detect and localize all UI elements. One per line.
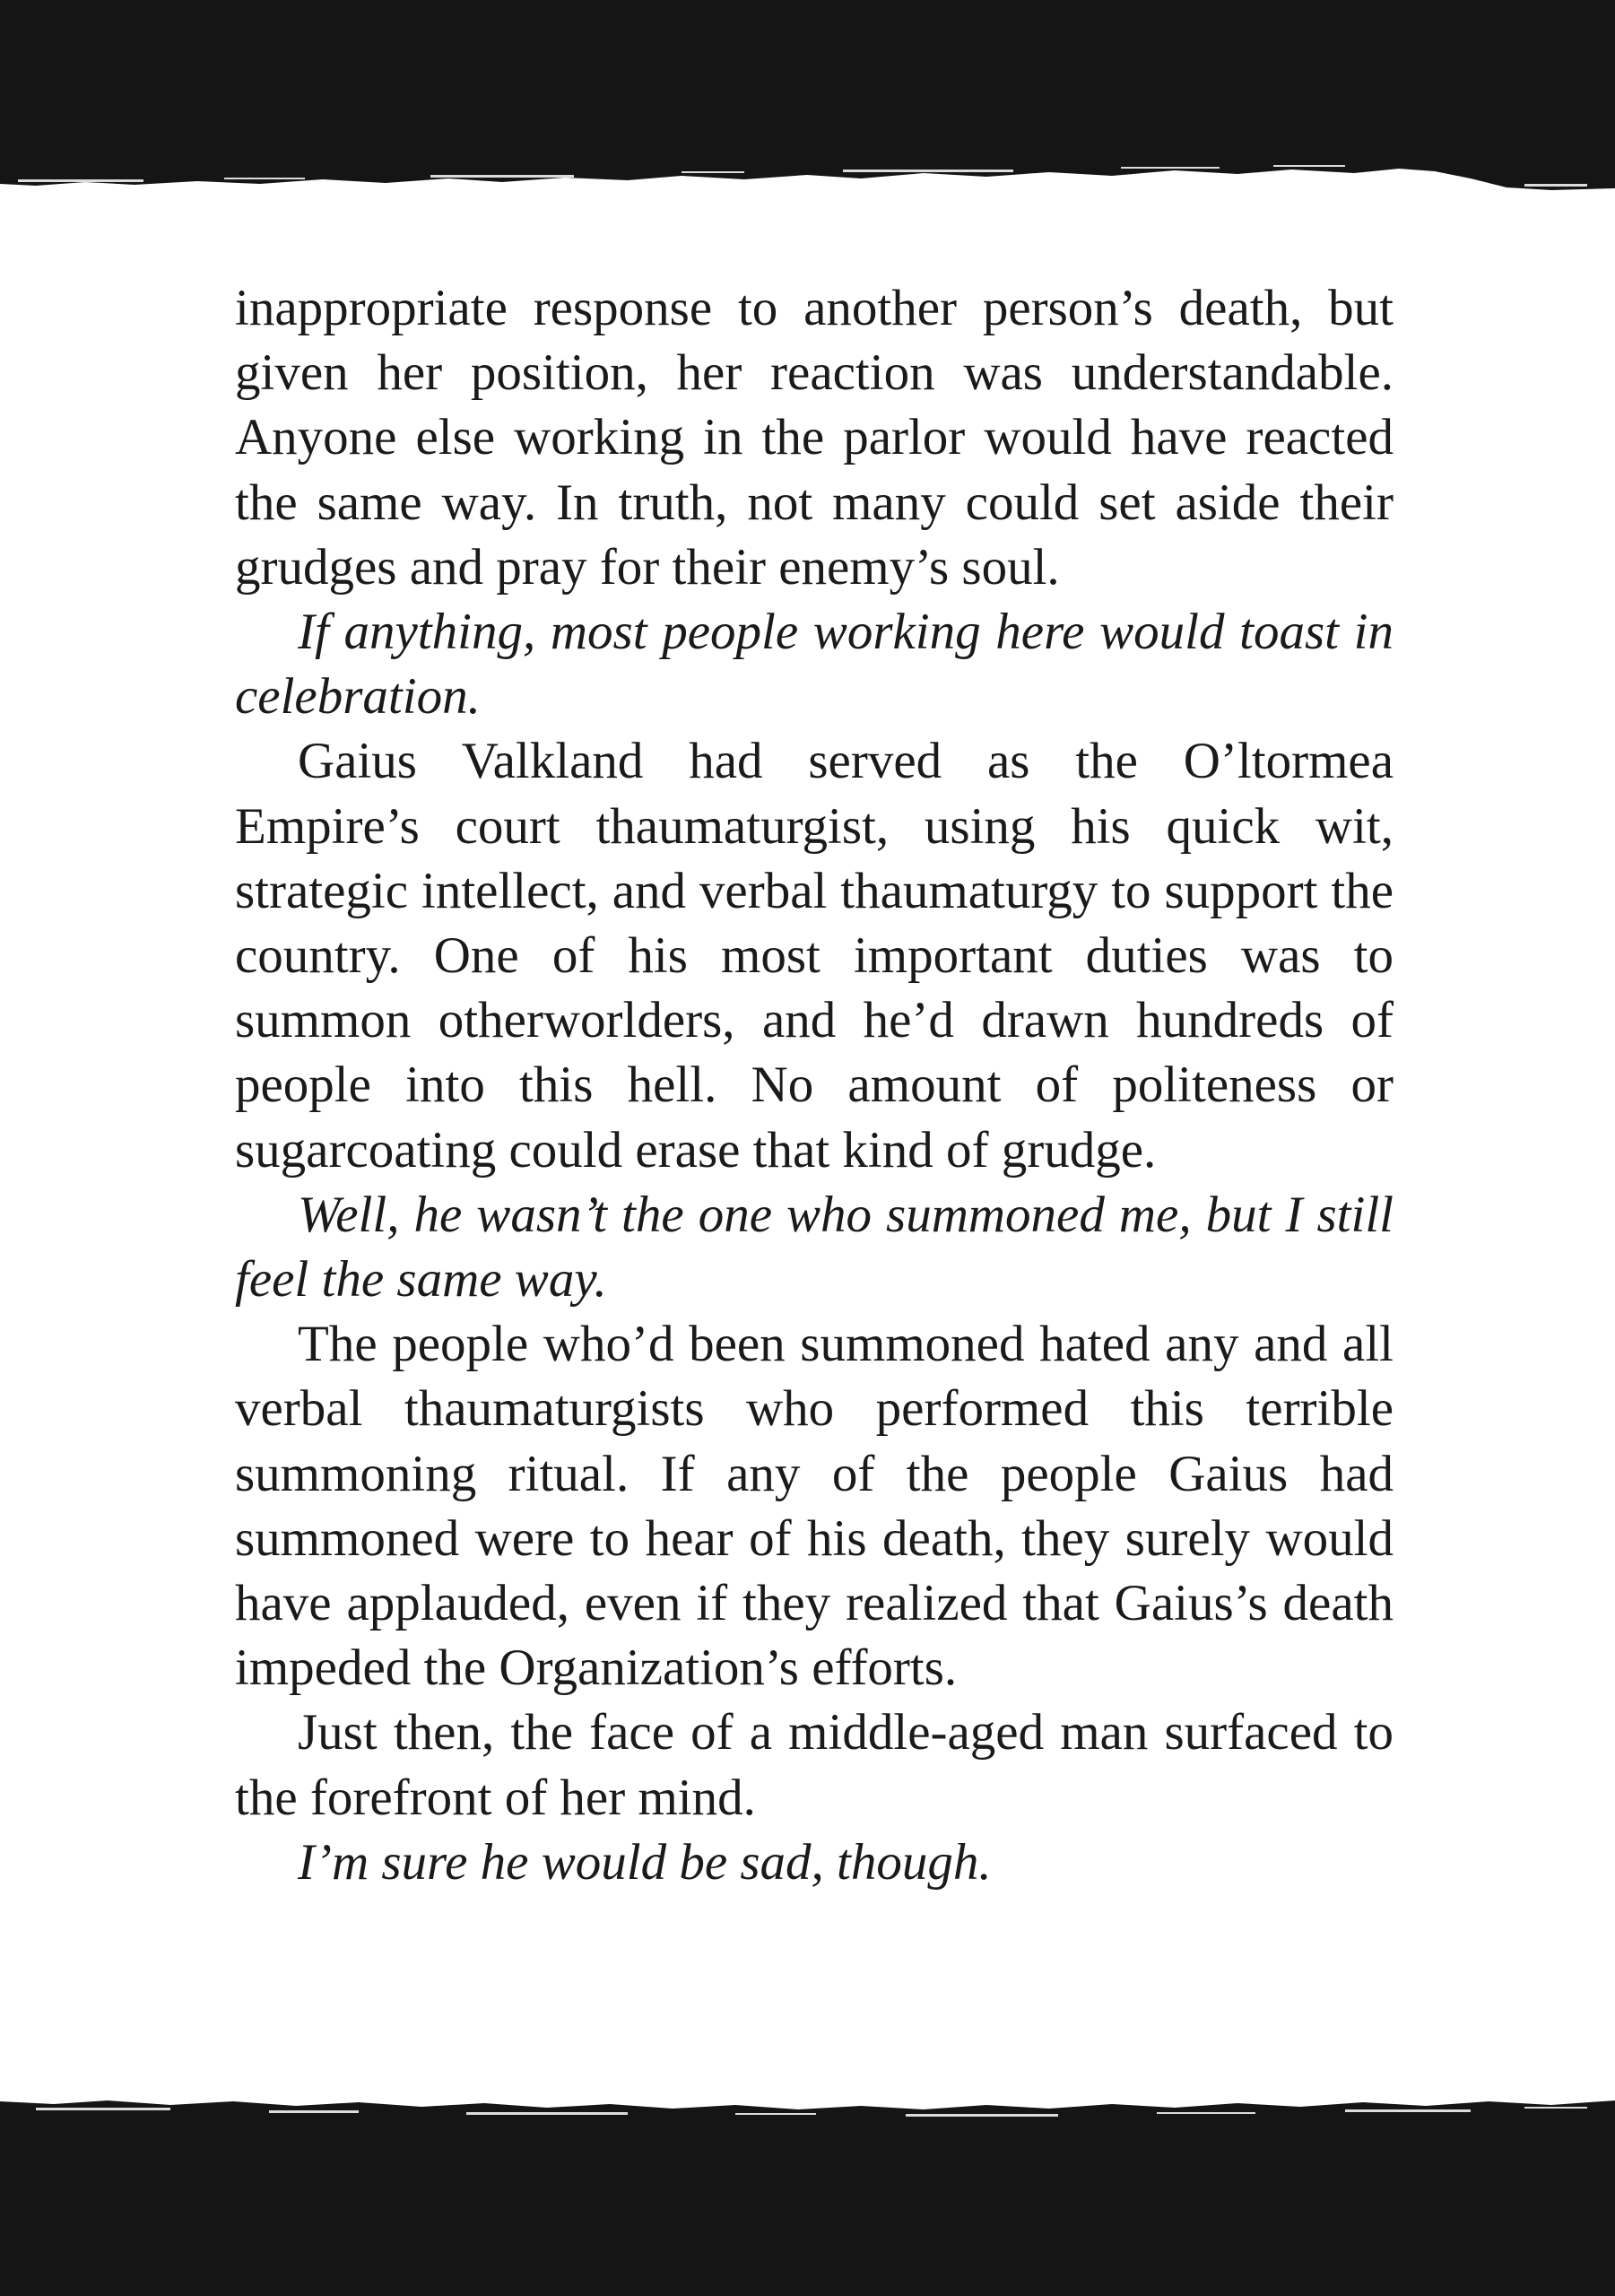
paragraph-3: Gaius Valkland had served as the O’ltormea Empire’s court thaumaturgist, using his quick wit, strategic intellect, and verbal thaumaturgy to support the country. One of his most important duties was to summon otherworlders, and he’d drawn hundreds of people into this hell. No amount of politeness or sugarcoating could erase that kind of grudge.	[235, 733, 1394, 1178]
paragraph-4-italic: Well, he wasn’t the one who summoned me, but I still feel the same way.	[235, 1186, 1394, 1309]
paragraph-7-italic: I’m sure he would be sad, though.	[298, 1833, 992, 1891]
paragraph-2-italic: If anything, most people working here would toast in celebration.	[235, 604, 1394, 726]
top-brush-border	[0, 0, 1615, 193]
bottom-brush-border	[0, 2094, 1615, 2296]
top-brush-edge	[0, 0, 1615, 193]
paragraph-5: The people who’d been summoned hated any and all verbal thaumaturgists who performed this terrible summoning ritual. If any of the people Gaius had summoned were to hear of his death, they surely would have applauded, even if they realized that Gaius’s death impeded the Organization’s efforts.	[235, 1316, 1394, 1697]
bottom-brush-edge	[0, 2094, 1615, 2296]
paragraph-6: Just then, the face of a middle-aged man surfaced to the forefront of her mind.	[235, 1704, 1394, 1826]
paragraph-1: inappropriate response to another person’s death, but given her position, her reaction was understandable. Anyone else working in the parlor would have reacted the same way. In truth, not many could set aside their grudges and pray for their enemy’s soul.	[235, 280, 1394, 596]
page-body	[235, 276, 1394, 1895]
